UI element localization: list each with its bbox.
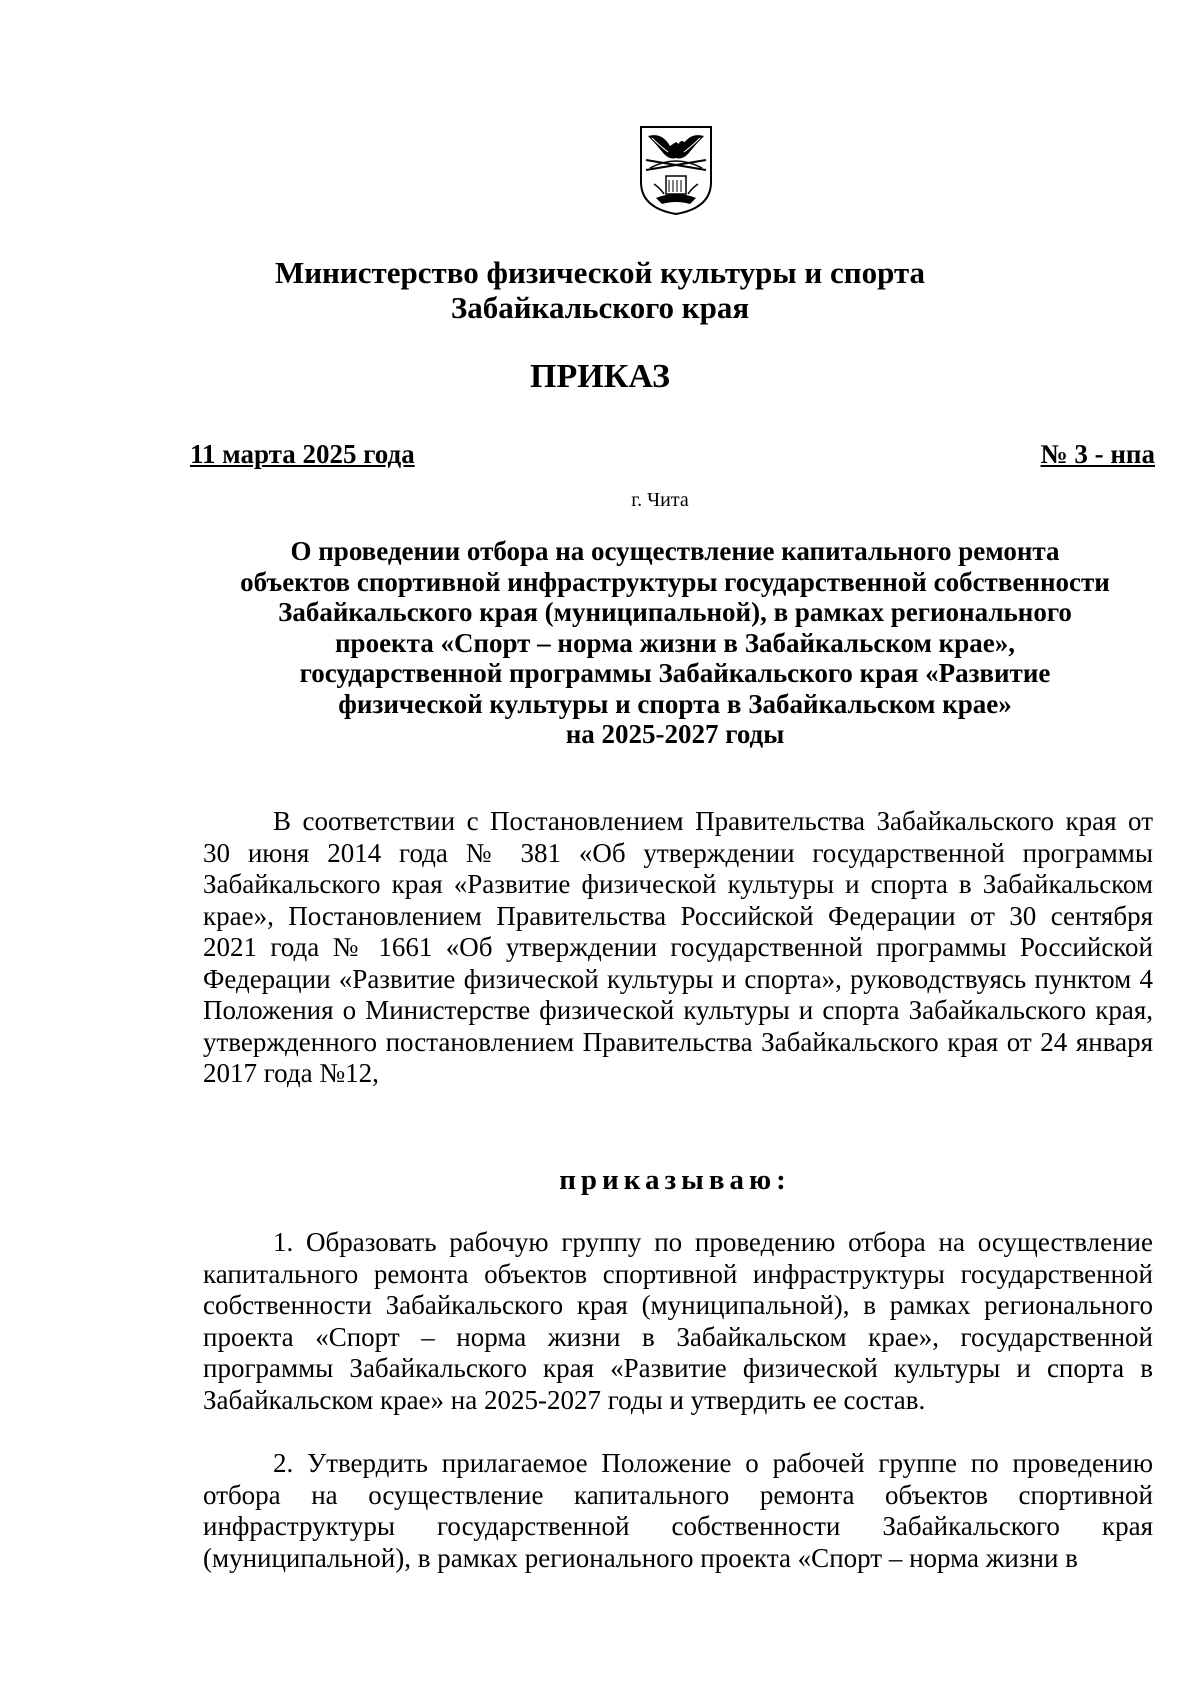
title-line: физической культуры и спорта в Забайкальском крае» bbox=[338, 688, 1012, 719]
order-number: № 3 - нпа bbox=[1040, 439, 1155, 469]
order-item-text: 2. Утвердить прилагаемое Положение о рабочей группе по проведению отбора на осуществление капитального ремонта объектов спортивной инфраструктуры государственной собственности Забайкальского края (муниципальной), в рамках регионального проекта «Спорт – норма жизни в bbox=[203, 1448, 1153, 1573]
order-item-text: 1. Образовать рабочую группу по проведению отбора на осуществление капитального ремонта объектов спортивной инфраструктуры государственной собственности Забайкальского края (муниципальной), в рамках регионального проекта «Спорт – норма жизни в Забайкальском крае», государственной программы Забайкальского края «Развитие физической культуры и спорта в Забайкальском крае» на 2025-2027 годы и утвердить ее состав. bbox=[203, 1227, 1153, 1415]
order-date: 11 марта 2025 года bbox=[190, 439, 415, 469]
title-line: Забайкальского края (муниципальной), в рамках регионального bbox=[278, 597, 1072, 627]
coat-of-arms-icon bbox=[638, 124, 714, 216]
title-line: объектов спортивной инфраструктуры государственной собственности bbox=[240, 566, 1110, 597]
preamble-paragraph bbox=[203, 806, 1153, 1090]
order-city: г. Чита bbox=[631, 489, 689, 511]
preamble-text: В соответствии с Постановлением Правительства Забайкальского края от 30 июня 2014 года № 381 «Об утверждении государственной программы Забайкальского края «Развитие физической культуры и спорта в Забайкальском крае», Постановлением Правительства Российской Федерации от 30 сентября 2021 года № 1661 «Об утверждении государственной программы Российской Федерации «Развитие физической культуры и спорта», руководствуясь пунктом 4 Положения о Министерстве физической культуры и спорта Забайкальского края, утвержденного постановлением Правительства Забайкальского края от 24 января 2017 года №12, bbox=[203, 806, 1153, 1088]
title-line: государственной программы Забайкальского края «Развитие bbox=[299, 658, 1051, 688]
orders-heading: приказываю: bbox=[559, 1164, 791, 1196]
document-title bbox=[200, 536, 1150, 750]
order-title: ПРИКАЗ bbox=[530, 358, 670, 395]
ministry-line-2: Забайкальского края bbox=[450, 290, 750, 325]
order-item-1 bbox=[203, 1227, 1153, 1416]
ministry-name bbox=[0, 255, 1200, 325]
ministry-line-1: Министерство физической культуры и спорта bbox=[274, 255, 926, 290]
order-item-2 bbox=[203, 1448, 1153, 1574]
title-line: О проведении отбора на осуществление капитального ремонта bbox=[290, 536, 1060, 566]
title-line: на 2025-2027 годы bbox=[565, 719, 785, 749]
title-line: проекта «Спорт – норма жизни в Забайкальском крае», bbox=[335, 627, 1015, 658]
